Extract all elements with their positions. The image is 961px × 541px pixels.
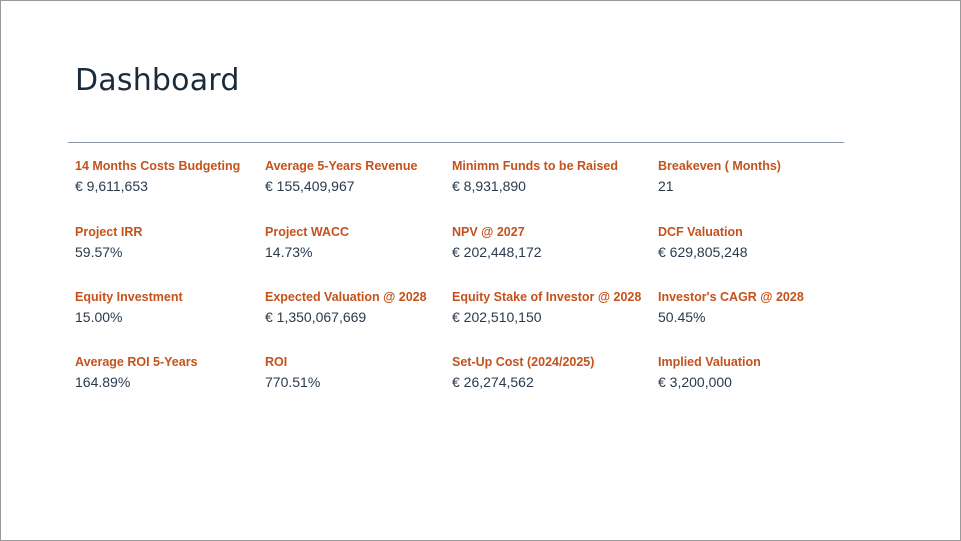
metric-label: Set-Up Cost (2024/2025): [452, 355, 595, 369]
metric-roi: [265, 354, 465, 391]
metric-value: 770.51%: [265, 374, 321, 390]
metric-label: Equity Stake of Investor @ 2028: [452, 290, 642, 304]
metric-value: € 1,350,067,669: [265, 309, 367, 325]
title-divider: [68, 142, 844, 143]
metric-label: Breakeven ( Months): [658, 159, 781, 173]
metric-label: NPV @ 2027: [452, 225, 525, 239]
metric-label: Project WACC: [265, 225, 350, 239]
metric-project-irr: [75, 224, 275, 261]
metric-value: € 202,510,150: [452, 309, 542, 325]
metric-label: ROI: [265, 355, 288, 369]
metric-label: DCF Valuation: [658, 225, 743, 239]
metric-value: 14.73%: [265, 244, 313, 260]
metric-dcf-valuation: [658, 224, 858, 261]
metric-project-wacc: [265, 224, 465, 261]
metric-value: € 629,805,248: [658, 244, 748, 260]
metric-value: € 26,274,562: [452, 374, 534, 390]
metric-label: Investor's CAGR @ 2028: [658, 290, 804, 304]
page-title: Dashboard: [75, 63, 240, 98]
metric-setup-cost: [452, 354, 652, 391]
metric-label: Equity Investment: [75, 290, 183, 304]
metric-breakeven: [658, 158, 858, 195]
metric-value: € 9,611,653: [75, 178, 148, 194]
metric-value: 15.00%: [75, 309, 123, 325]
metric-average-revenue: [265, 158, 465, 195]
metric-value: 59.57%: [75, 244, 123, 260]
metric-npv: [452, 224, 652, 261]
metric-value: € 202,448,172: [452, 244, 542, 260]
metric-label: Average 5-Years Revenue: [265, 159, 418, 173]
metric-value: 21: [658, 178, 674, 194]
metric-min-funds: [452, 158, 652, 195]
metric-label: Expected Valuation @ 2028: [265, 290, 427, 304]
metric-costs-budgeting: [75, 158, 275, 195]
metric-expected-valuation: [265, 289, 465, 326]
metric-value: € 8,931,890: [452, 178, 526, 194]
metric-equity-investment: [75, 289, 275, 326]
metric-value: 50.45%: [658, 309, 706, 325]
metric-value: € 3,200,000: [658, 374, 732, 390]
metric-investor-cagr: [658, 289, 858, 326]
metric-implied-valuation: [658, 354, 858, 391]
metric-value: € 155,409,967: [265, 178, 355, 194]
metric-equity-stake: [452, 289, 652, 326]
metric-value: 164.89%: [75, 374, 131, 390]
metric-label: Project IRR: [75, 225, 143, 239]
metric-label: Average ROI 5-Years: [75, 355, 198, 369]
metric-label: Minimm Funds to be Raised: [452, 159, 618, 173]
metric-average-roi: [75, 354, 275, 391]
metric-label: Implied Valuation: [658, 355, 761, 369]
metric-label: 14 Months Costs Budgeting: [75, 159, 241, 173]
